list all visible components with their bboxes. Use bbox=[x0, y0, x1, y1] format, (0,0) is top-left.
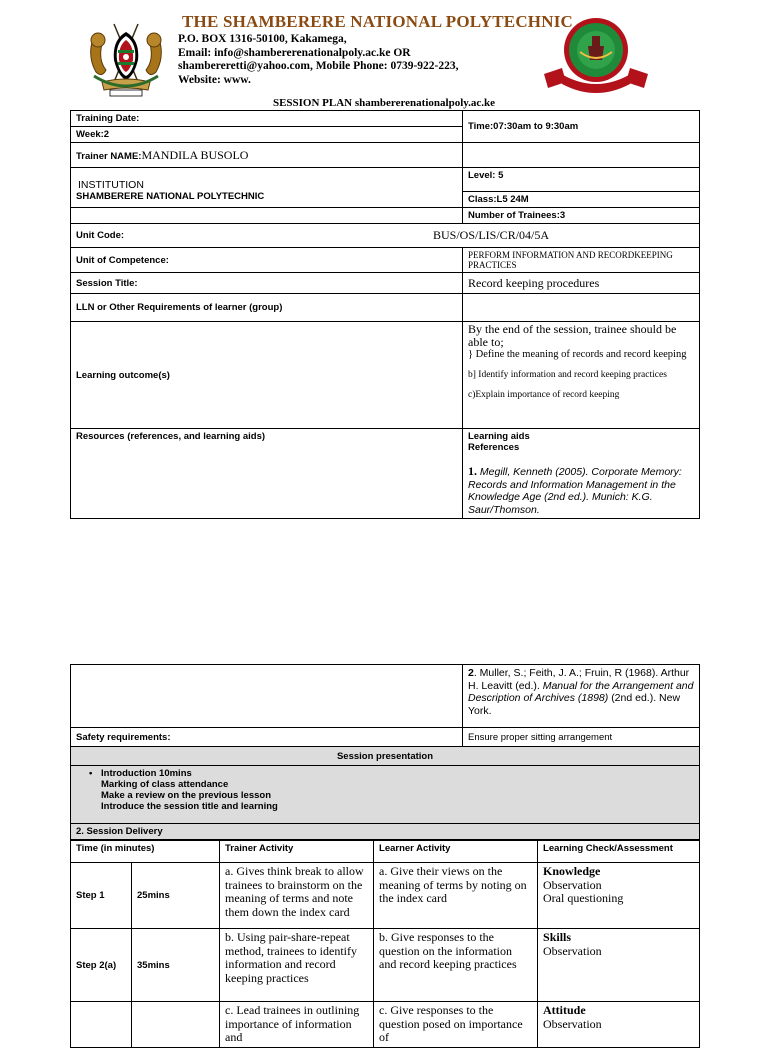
trainer-activity: a. Gives think break to allow trainees to brainstorm on the meaning of terms and note them down the index card bbox=[220, 863, 374, 929]
reference-1-number: 1. bbox=[468, 464, 477, 478]
step-label: Step 2(a) bbox=[71, 929, 132, 1002]
session-title-value: Record keeping procedures bbox=[463, 273, 700, 294]
unit-code-label: Unit Code: bbox=[76, 230, 125, 241]
training-date: Training Date: bbox=[71, 111, 463, 127]
check-title: Knowledge bbox=[543, 864, 601, 878]
step-label bbox=[71, 1002, 132, 1048]
learner-activity: c. Give responses to the question posed on importance of bbox=[374, 1002, 538, 1048]
unit-code-row bbox=[71, 224, 700, 248]
contact-line: Email: info@shambererenationalpoly.ac.ke OR bbox=[178, 46, 411, 59]
intro-item: Make a review on the previous lesson bbox=[101, 790, 272, 801]
resources-value bbox=[463, 429, 700, 519]
column-time: Time (in minutes) bbox=[71, 841, 220, 863]
session-presentation-heading: Session presentation bbox=[71, 747, 700, 766]
check-title: Skills bbox=[543, 930, 572, 944]
check-line: Oral questioning bbox=[543, 891, 624, 905]
session-delivery-table bbox=[70, 840, 700, 1048]
contact-line: Website: www. bbox=[178, 73, 251, 86]
outcome-item: b] Identify information and record keeping practices bbox=[468, 370, 667, 380]
institution bbox=[71, 168, 463, 208]
institution-title: THE SHAMBERERE NATIONAL POLYTECHNIC bbox=[182, 12, 573, 31]
learning-check bbox=[538, 1002, 700, 1048]
empty-resources-cell bbox=[71, 665, 463, 728]
learning-outcome-label: Learning outcome(s) bbox=[71, 322, 463, 429]
trainer-activity: b. Using pair-share-repeat method, trainees to identify information and record keeping practices bbox=[220, 929, 374, 1002]
outcome-item: c)Explain importance of record keeping bbox=[468, 390, 620, 400]
resources-label: Resources (references, and learning aids) bbox=[71, 429, 463, 519]
step-time: 35mins bbox=[132, 929, 220, 1002]
lln-label: LLN or Other Requirements of learner (group) bbox=[71, 294, 463, 322]
reference-2-title: Manual for the Arrangement and Description of Archives (1898) bbox=[468, 679, 694, 704]
trainer-name bbox=[71, 143, 463, 168]
contact-line: shambereretti@yahoo.com, Mobile Phone: 0739-922-223, bbox=[178, 60, 459, 73]
learning-check bbox=[538, 863, 700, 929]
check-line: Observation bbox=[543, 943, 602, 958]
step-label: Step 1 bbox=[71, 863, 132, 929]
learning-aids-label: Learning aids bbox=[468, 431, 530, 442]
reference-1 bbox=[468, 465, 694, 516]
spacer-cell bbox=[71, 208, 463, 224]
outcome-intro: By the end of the session, trainee should be able to; bbox=[468, 322, 677, 349]
learning-outcomes bbox=[463, 322, 700, 429]
safety-requirements-value: Ensure proper sitting arrangement bbox=[463, 728, 700, 747]
reference-2 bbox=[463, 665, 700, 728]
contact-line: P.O. BOX 1316-50100, Kakamega, bbox=[178, 33, 347, 45]
safety-requirements-label: Safety requirements: bbox=[71, 728, 463, 747]
intro-item: Marking of class attendance bbox=[101, 779, 229, 790]
reference-2-text-a: . Muller, S.; Feith, J. A.; Fruin, R (1968). Arthur H. Leavitt (ed.). bbox=[468, 667, 690, 692]
trainer-value: MANDILA BUSOLO bbox=[141, 147, 249, 162]
session-delivery-heading: 2. Session Delivery bbox=[71, 824, 700, 840]
reference-2-number: 2 bbox=[468, 667, 474, 679]
table-row bbox=[71, 929, 700, 1002]
reference-2-text-b: (2nd ed.). New York. bbox=[468, 692, 681, 717]
coat-of-arms-logo bbox=[84, 20, 168, 98]
check-line: Observation bbox=[543, 877, 602, 892]
learning-check bbox=[538, 929, 700, 1002]
unit-of-competence-value: PERFORM INFORMATION AND RECORDKEEPING PRACTICES bbox=[463, 248, 700, 273]
column-learning-check: Learning Check/Assessment bbox=[538, 841, 700, 863]
intro-item: • Introduction 10mins bbox=[101, 768, 694, 779]
reference-1-text: Megill, Kenneth (2005). Corporate Memory: Records and Information Management in the Knowledge Age (2nd ed.). Munich: K.G. Saur/Thomson. bbox=[468, 466, 682, 516]
learner-activity: b. Give responses to the question on the information and record keeping practices bbox=[374, 929, 538, 1002]
column-learner-activity: Learner Activity bbox=[374, 841, 538, 863]
introduction-section bbox=[71, 766, 700, 824]
class: Class:L5 24M bbox=[463, 192, 700, 208]
trainer-activity: c. Lead trainees in outlining importance of information and bbox=[220, 1002, 374, 1048]
session-title-label: Session Title: bbox=[71, 273, 463, 294]
institution-value: SHAMBERERE NATIONAL POLYTECHNIC bbox=[76, 191, 265, 202]
institution-label: INSTITUTION bbox=[78, 179, 144, 191]
trainer-label: Trainer NAME: bbox=[76, 150, 142, 162]
intro-item: Introduce the session title and learning bbox=[101, 801, 278, 812]
session-presentation-table bbox=[70, 664, 700, 840]
empty-cell bbox=[463, 143, 700, 168]
session-plan-heading: SESSION PLAN shambererenationalpoly.ac.ke bbox=[272, 97, 496, 109]
unit-code-value: BUS/OS/LIS/CR/04/5A bbox=[433, 228, 550, 242]
table-row bbox=[71, 1002, 700, 1048]
session-time: Time:07:30am to 9:30am bbox=[463, 111, 700, 143]
step-time: 25mins bbox=[132, 863, 220, 929]
lln-value bbox=[463, 294, 700, 322]
column-trainer-activity: Trainer Activity bbox=[220, 841, 374, 863]
level: Level: 5 bbox=[463, 168, 700, 192]
week: Week:2 bbox=[71, 127, 463, 143]
unit-of-competence-label: Unit of Competence: bbox=[71, 248, 463, 273]
number-of-trainees: Number of Trainees:3 bbox=[463, 208, 700, 224]
contact-info bbox=[178, 33, 459, 87]
outcome-item: } Define the meaning of records and record keeping bbox=[468, 349, 687, 360]
table-row bbox=[71, 863, 700, 929]
session-plan-table bbox=[70, 110, 700, 519]
check-title: Attitude bbox=[543, 1003, 586, 1017]
check-line: Observation bbox=[543, 1016, 602, 1031]
step-time bbox=[132, 1002, 220, 1048]
references-label: References bbox=[468, 442, 520, 453]
learner-activity: a. Give their views on the meaning of terms by noting on the index card bbox=[374, 863, 538, 929]
introduction-list bbox=[85, 768, 694, 812]
